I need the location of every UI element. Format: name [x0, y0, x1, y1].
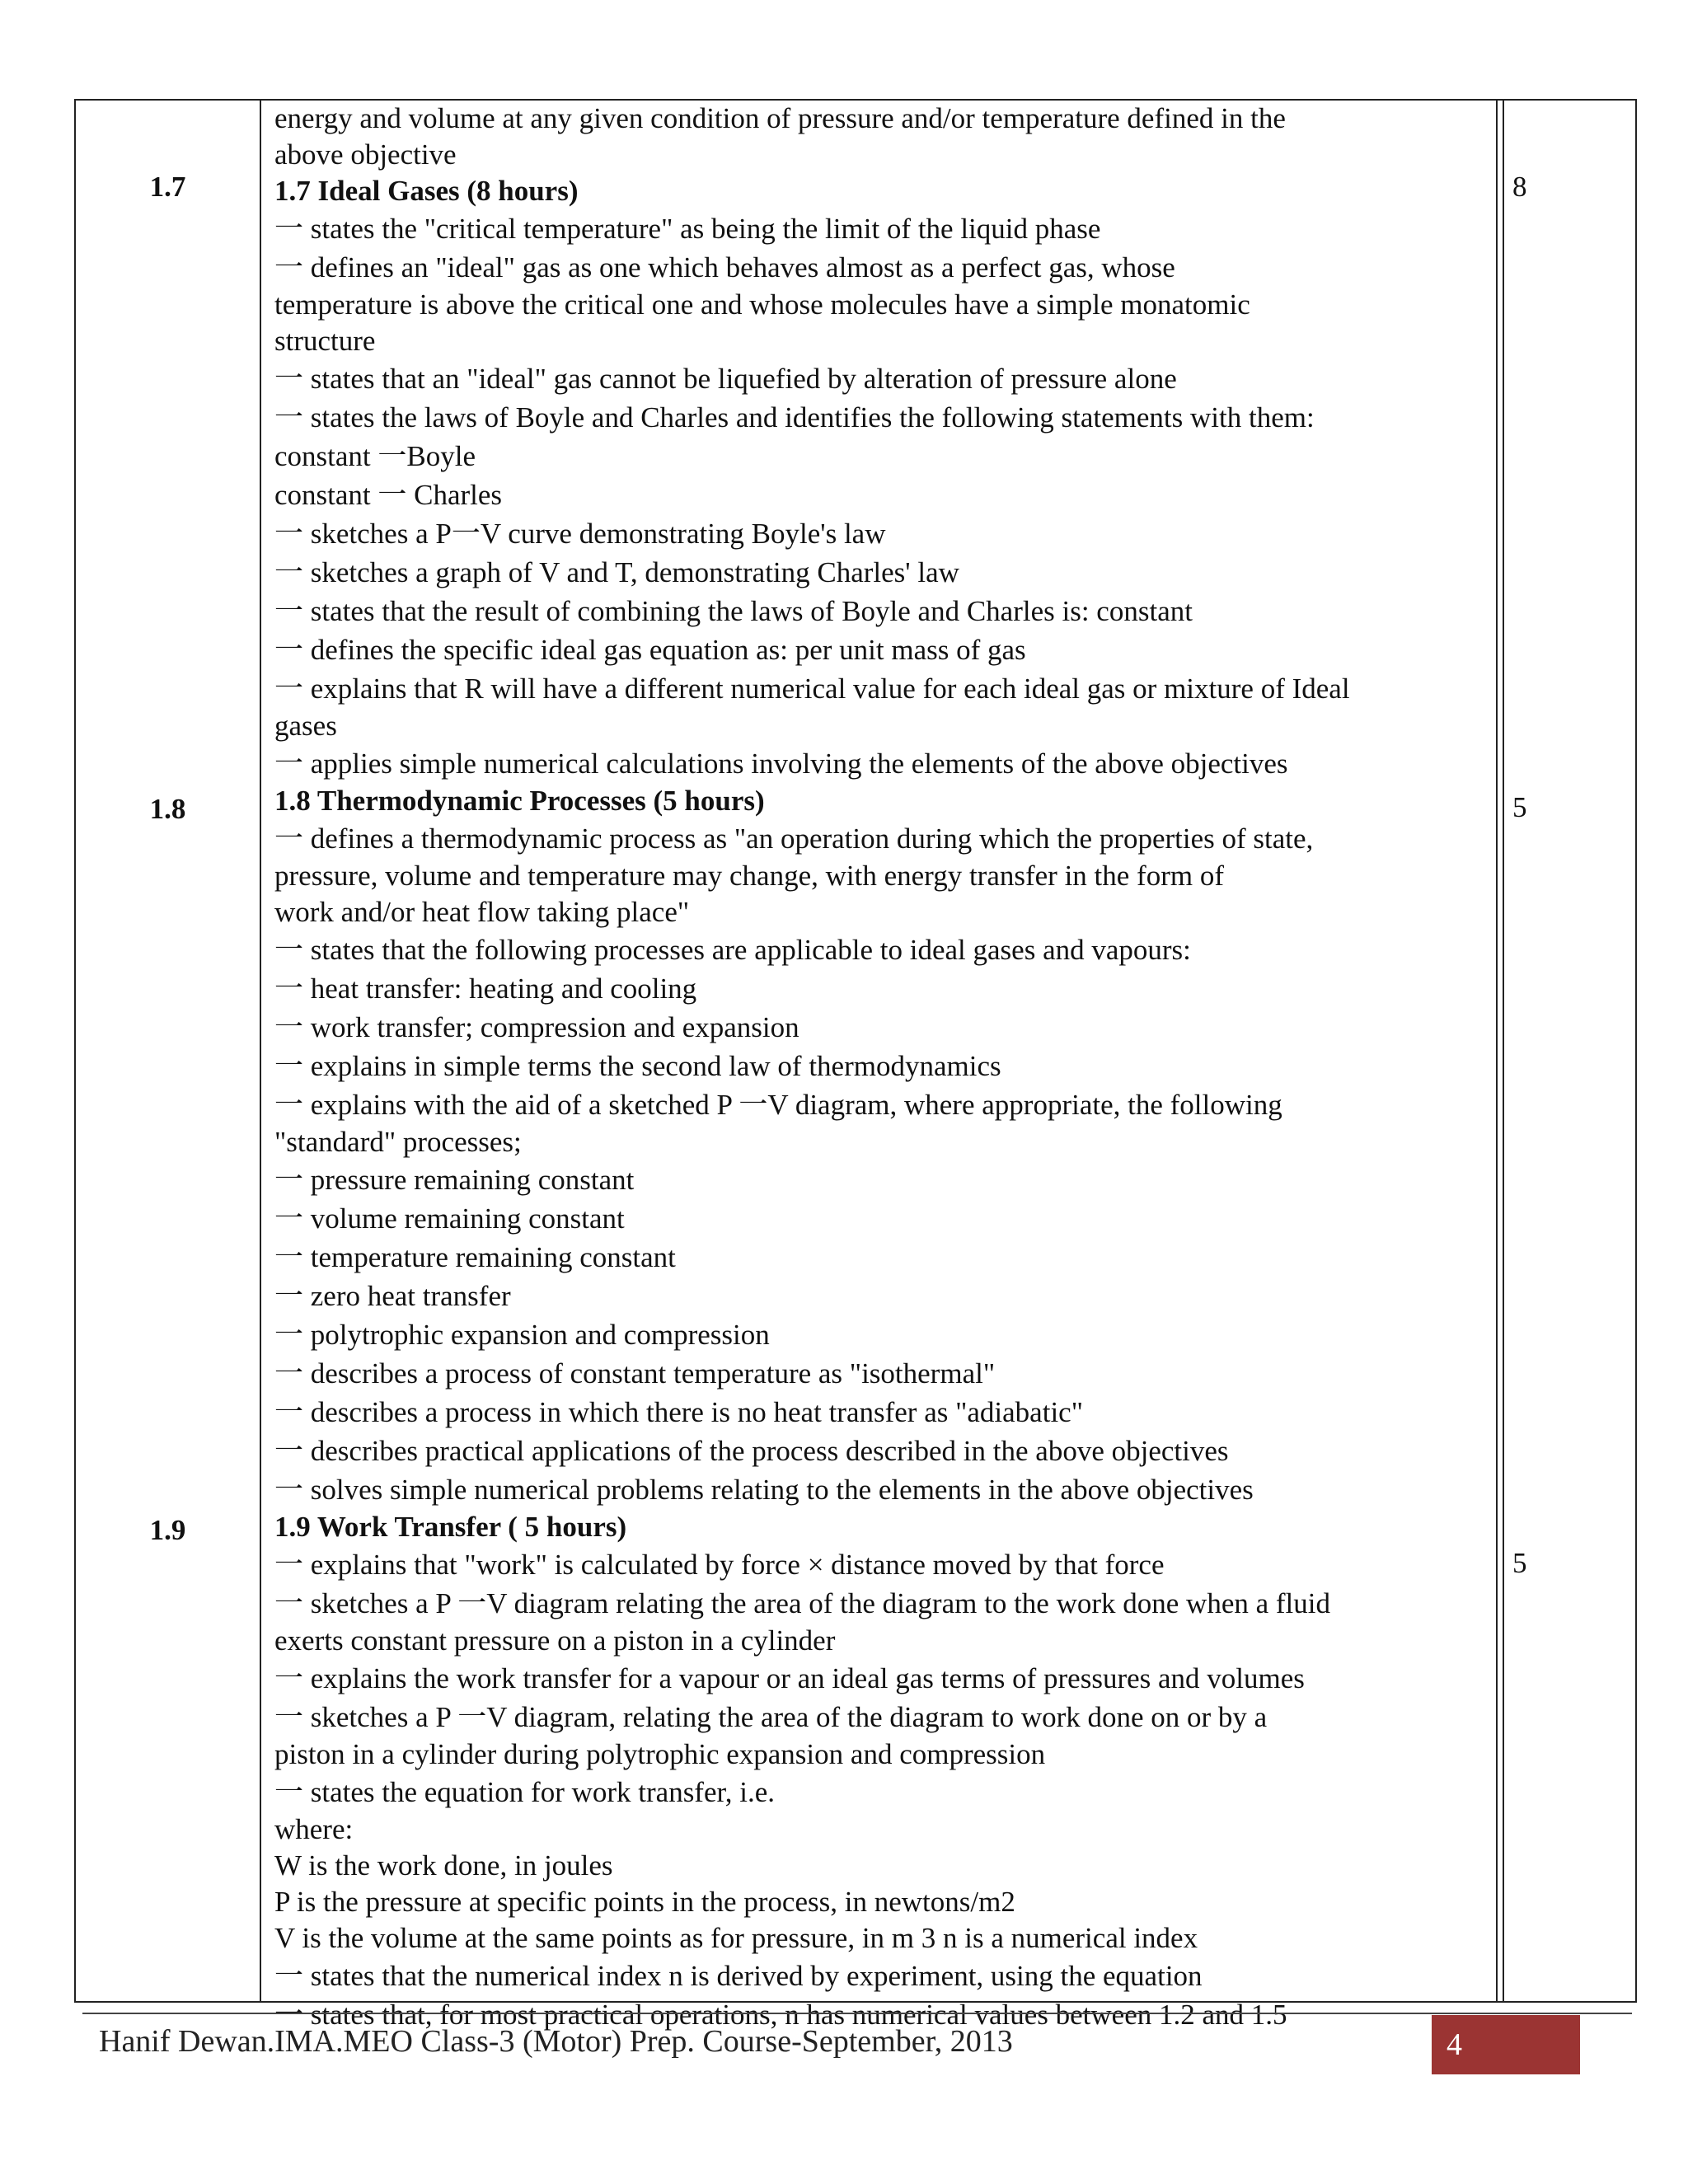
objective-line: 一 describes a process in which there is no heat transfer as "adiabatic": [274, 1396, 1083, 1428]
objective-line: 一 explains that "work" is calculated by force × distance moved by that force: [274, 1549, 1165, 1581]
objectives-text: [274, 101, 1486, 2034]
objective-line: structure: [274, 325, 376, 357]
objective-line: 一 states the "critical temperature" as being the limit of the liquid phase: [274, 213, 1101, 245]
objective-line: 一 explains with the aid of a sketched P 一V diagram, where appropriate, the following: [274, 1089, 1282, 1121]
objective-line: gases: [274, 710, 337, 742]
objective-line: constant 一 Charles: [274, 479, 503, 511]
objective-line: 一 work transfer; compression and expansion: [274, 1011, 799, 1043]
section-heading: 1.9 Work Transfer ( 5 hours): [274, 1511, 627, 1543]
row-number-1-7: 1.7: [149, 171, 186, 203]
objective-line: P is the pressure at specific points in the process, in newtons/m2: [274, 1886, 1015, 1918]
objective-line: 一 states that the following processes are applicable to ideal gases and vapours:: [274, 934, 1191, 966]
objective-line: 一 defines a thermodynamic process as "an operation during which the properties of state,: [274, 823, 1314, 855]
column-divider: [1496, 101, 1498, 2001]
objective-line: 一 volume remaining constant: [274, 1202, 625, 1235]
objective-line: 一 states that an "ideal" gas cannot be liquefied by alteration of pressure alone: [274, 363, 1177, 395]
objective-line: 一 explains in simple terms the second law of thermodynamics: [274, 1050, 1001, 1082]
objective-line: 一 temperature remaining constant: [274, 1241, 676, 1273]
syllabus-table: [74, 99, 1637, 2031]
objective-line: 一 explains the work transfer for a vapour or an ideal gas terms of pressures and volumes: [274, 1662, 1305, 1694]
row-hours-1-7: 8: [1512, 171, 1527, 203]
footer-divider: [82, 2013, 1632, 2014]
column-divider: [1503, 101, 1504, 2001]
objective-line: constant 一Boyle: [274, 440, 476, 472]
objective-line: 一 zero heat transfer: [274, 1280, 511, 1312]
objective-line: energy and volume at any given condition of pressure and/or temperature defined in the: [274, 102, 1286, 134]
row-hours-1-9: 5: [1512, 1547, 1527, 1579]
footer-title: Hanif Dewan.IMA.MEO Class-3 (Motor) Prep. Course-September, 2013: [99, 2024, 1013, 2059]
objective-line: above objective: [274, 138, 457, 171]
column-divider: [260, 101, 261, 2001]
section-heading: 1.7 Ideal Gases (8 hours): [274, 175, 579, 207]
objective-line: 一 states that the result of combining the laws of Boyle and Charles is: constant: [274, 595, 1193, 627]
row-hours-1-8: 5: [1512, 791, 1527, 823]
objective-line: 一 sketches a P 一V diagram relating the area of the diagram to the work done when a fluid: [274, 1587, 1330, 1619]
section-heading: 1.8 Thermodynamic Processes (5 hours): [274, 785, 765, 817]
objective-line: pressure, volume and temperature may change, with energy transfer in the form of: [274, 860, 1224, 892]
objective-line: W is the work done, in joules: [274, 1849, 613, 1882]
page-number: 4: [1432, 2015, 1580, 2074]
objective-line: 一 polytrophic expansion and compression: [274, 1319, 770, 1351]
objective-line: 一 sketches a P一V curve demonstrating Boyle's law: [274, 518, 886, 550]
objective-line: work and/or heat flow taking place": [274, 896, 690, 928]
objective-line: 一 explains that R will have a different numerical value for each ideal gas or mixture of Ideal: [274, 673, 1350, 705]
objective-line: 一 sketches a graph of V and T, demonstrating Charles' law: [274, 556, 959, 588]
objective-line: 一 defines an "ideal" gas as one which behaves almost as a perfect gas, whose: [274, 251, 1175, 284]
objective-line: 一 solves simple numerical problems relating to the elements in the above objectives: [274, 1474, 1254, 1506]
objective-line: 一 sketches a P 一V diagram, relating the area of the diagram to work done on or by a: [274, 1701, 1268, 1733]
objective-line: 一 defines the specific ideal gas equation as: per unit mass of gas: [274, 634, 1026, 666]
objective-line: 一 states that, for most practical operations, n has numerical values between 1.2 and 1.5: [274, 1999, 1287, 2031]
objective-line: 一 states that the numerical index n is derived by experiment, using the equation: [274, 1960, 1203, 1992]
objective-line: piston in a cylinder during polytrophic expansion and compression: [274, 1738, 1046, 1770]
objective-line: 一 applies simple numerical calculations involving the elements of the above objectives: [274, 748, 1288, 780]
objective-line: 一 pressure remaining constant: [274, 1164, 635, 1196]
objective-line: 一 heat transfer: heating and cooling: [274, 972, 697, 1005]
objective-line: 一 states the equation for work transfer, i.e.: [274, 1776, 776, 1808]
objective-line: where:: [274, 1813, 354, 1845]
objective-line: exerts constant pressure on a piston in a cylinder: [274, 1624, 836, 1657]
objective-line: V is the volume at the same points as for pressure, in m 3 n is a numerical index: [274, 1922, 1198, 1954]
objective-line: 一 describes a process of constant temperature as "isothermal": [274, 1357, 996, 1390]
row-number-1-9: 1.9: [149, 1514, 186, 1546]
objective-line: 一 describes practical applications of the process described in the above objectives: [274, 1435, 1229, 1467]
objective-line: temperature is above the critical one and whose molecules have a simple monatomic: [274, 288, 1250, 321]
objective-line: 一 states the laws of Boyle and Charles and identifies the following statements with them:: [274, 401, 1315, 434]
objective-line: "standard" processes;: [274, 1126, 522, 1158]
row-number-1-8: 1.8: [149, 793, 186, 825]
